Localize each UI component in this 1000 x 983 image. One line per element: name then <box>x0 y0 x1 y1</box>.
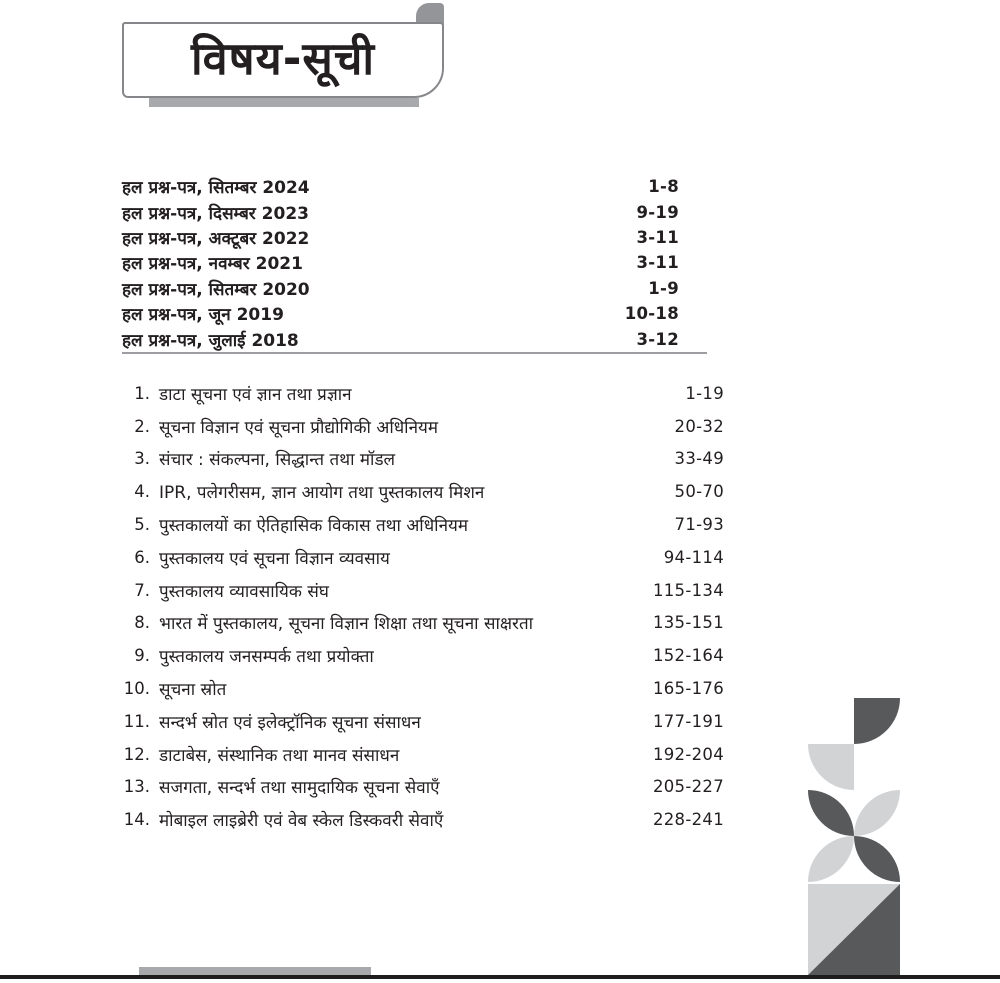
motif-leaf-dark-icon <box>854 836 900 882</box>
chapter-title: डाटा सूचना एवं ज्ञान तथा प्रज्ञान <box>159 384 352 405</box>
chapter-title: सूचना विज्ञान एवं सूचना प्रौद्योगिकी अधिनियम <box>159 417 439 438</box>
page-range: 228-241 <box>652 810 724 830</box>
chapter-number: 8. <box>134 613 150 633</box>
paper-row <box>122 326 679 351</box>
chapter-row <box>120 607 724 640</box>
chapter-number: 1. <box>134 383 150 403</box>
paper-label: हल प्रश्न-पत्र, दिसम्बर 2023 <box>122 203 309 224</box>
motif-leaf-light-icon <box>808 836 854 882</box>
chapter-title: संचार : संकल्पना, सिद्धान्त तथा मॉडल <box>159 450 396 471</box>
motif-quarter-light-icon <box>808 744 854 790</box>
chapter-title: डाटाबेस, संस्थानिक तथा मानव संसाधन <box>159 745 400 766</box>
chapter-title: पुस्तकालयों का ऐतिहासिक विकास तथा अधिनियम <box>159 516 469 537</box>
chapter-title: पुस्तकालय एवं सूचना विज्ञान व्यवसाय <box>159 548 390 569</box>
page-range: 1-9 <box>648 278 679 298</box>
paper-label: हल प्रश्न-पत्र, जुलाई 2018 <box>122 330 299 351</box>
chapter-number: 11. <box>123 711 150 731</box>
page-range: 192-204 <box>652 744 724 764</box>
chapter-row <box>120 443 724 476</box>
chapter-number: 12. <box>123 744 150 764</box>
chapter-title: पुस्तकालय जनसम्पर्क तथा प्रयोक्ता <box>159 647 374 668</box>
chapter-number: 4. <box>134 482 150 502</box>
paper-row <box>122 250 679 275</box>
chapter-number: 2. <box>134 416 150 436</box>
page-range: 1-8 <box>648 177 679 197</box>
page-title: विषय-सूची <box>190 31 376 85</box>
paper-label: हल प्रश्न-पत्र, सितम्बर 2020 <box>122 279 310 300</box>
page-range: 50-70 <box>674 482 724 502</box>
paper-row <box>122 225 679 250</box>
chapter-number: 5. <box>134 515 150 535</box>
chapter-number: 10. <box>123 679 150 699</box>
chapter-row <box>120 771 724 804</box>
page-range: 1-19 <box>685 383 724 403</box>
chapter-row <box>120 377 724 410</box>
title-shadow-bar <box>149 98 419 107</box>
paper-label: हल प्रश्न-पत्र, जून 2019 <box>122 305 284 326</box>
page-range: 3-11 <box>636 227 679 247</box>
chapter-row <box>120 803 724 836</box>
footer-gray-bar <box>139 967 371 975</box>
chapter-title: मोबाइल लाइब्रेरी एवं वेब स्केल डिस्कवरी सेवाएँ <box>159 811 444 832</box>
solved-papers-list <box>122 174 679 352</box>
chapter-number: 9. <box>134 646 150 666</box>
page-range: 165-176 <box>652 679 724 699</box>
page-range: 94-114 <box>663 547 724 567</box>
chapter-number: 6. <box>134 547 150 567</box>
chapter-title: सजगता, सन्दर्भ तथा सामुदायिक सूचना सेवाएँ <box>159 778 440 799</box>
paper-label: हल प्रश्न-पत्र, सितम्बर 2024 <box>122 178 310 199</box>
chapter-title: पुस्तकालय व्यावसायिक संघ <box>159 581 329 602</box>
chapter-number: 3. <box>134 449 150 469</box>
page-range: 115-134 <box>652 580 724 600</box>
footer-rule <box>0 975 1000 979</box>
page-range: 71-93 <box>674 515 724 535</box>
chapter-row <box>120 738 724 771</box>
paper-row <box>122 276 679 301</box>
motif-leaf-light-icon <box>854 790 900 836</box>
chapter-row <box>120 639 724 672</box>
chapter-title: सूचना स्रोत <box>159 680 227 701</box>
chapter-row <box>120 508 724 541</box>
chapter-number: 13. <box>123 777 150 797</box>
chapter-row <box>120 475 724 508</box>
page-range: 3-12 <box>636 329 679 349</box>
page-range: 10-18 <box>624 304 679 324</box>
chapter-number: 7. <box>134 580 150 600</box>
chapter-row <box>120 672 724 705</box>
title-plate <box>122 22 444 98</box>
paper-row <box>122 174 679 199</box>
chapter-list <box>120 377 724 836</box>
chapter-row <box>120 410 724 443</box>
motif-quarter-dark-icon <box>854 698 900 744</box>
section-divider <box>122 352 707 354</box>
paper-row <box>122 199 679 224</box>
chapter-title: सन्दर्भ स्रोत एवं इलेक्ट्रॉनिक सूचना संसाधन <box>159 712 421 733</box>
chapter-row <box>120 705 724 738</box>
paper-row <box>122 301 679 326</box>
chapter-row <box>120 574 724 607</box>
page-range: 177-191 <box>652 711 724 731</box>
page-range: 9-19 <box>636 202 679 222</box>
page-range: 20-32 <box>674 416 724 436</box>
page-range: 152-164 <box>652 646 724 666</box>
page-range: 33-49 <box>674 449 724 469</box>
chapter-title: भारत में पुस्तकालय, सूचना विज्ञान शिक्षा तथा सूचना साक्षरता <box>159 614 534 635</box>
chapter-number: 14. <box>123 810 150 830</box>
page-range: 135-151 <box>652 613 724 633</box>
chapter-row <box>120 541 724 574</box>
paper-label: हल प्रश्न-पत्र, नवम्बर 2021 <box>122 254 303 275</box>
page-range: 3-11 <box>636 253 679 273</box>
page-range: 205-227 <box>652 777 724 797</box>
motif-leaf-dark-icon <box>808 790 854 836</box>
paper-label: हल प्रश्न-पत्र, अक्टूबर 2022 <box>122 228 310 249</box>
chapter-title: IPR, पलेगरीसम, ज्ञान आयोग तथा पुस्तकालय मिशन <box>159 483 485 504</box>
